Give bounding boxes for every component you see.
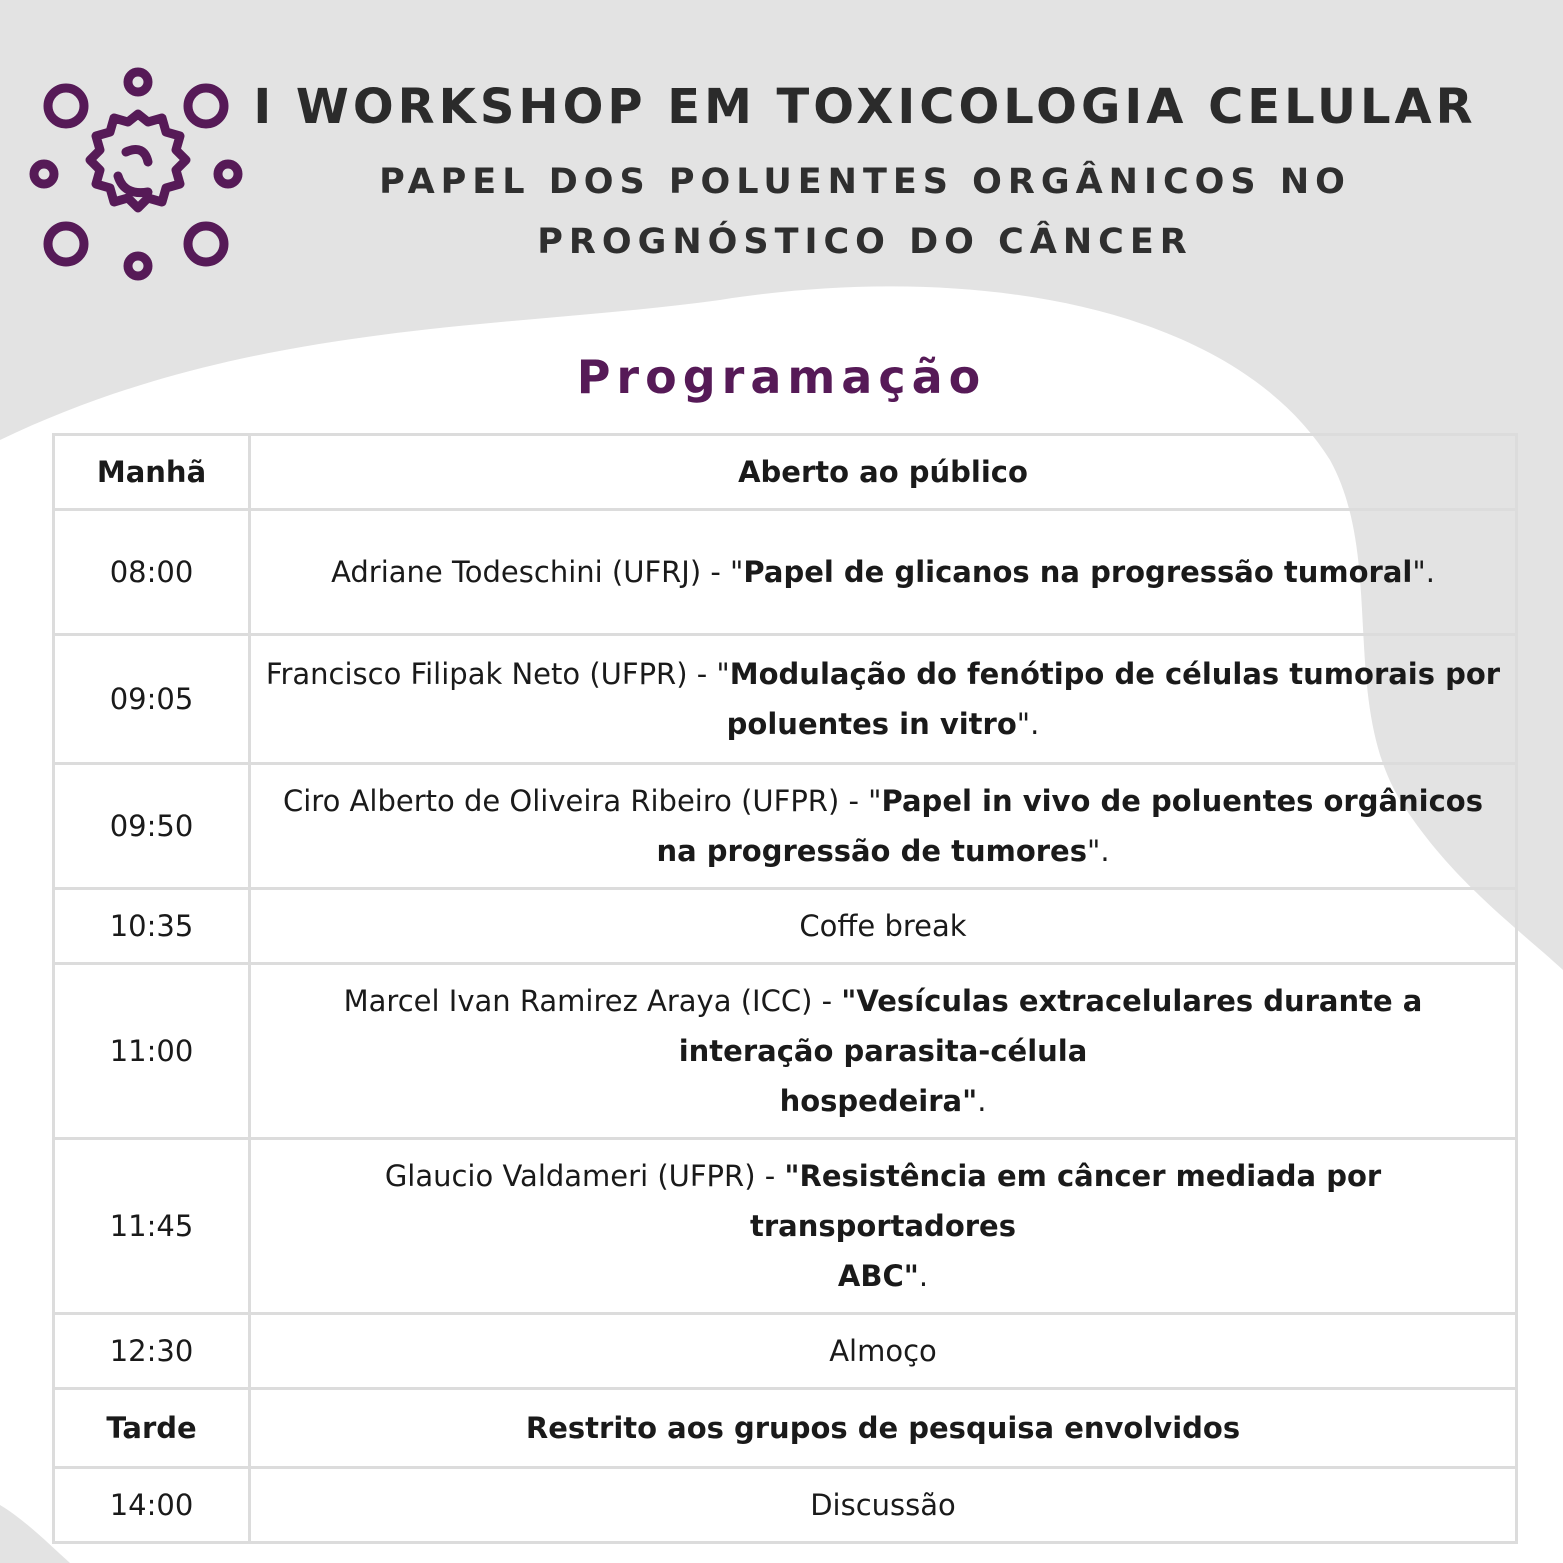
punctuation: . bbox=[977, 1084, 987, 1118]
event-cell: Almoço bbox=[250, 1314, 1517, 1389]
table-row bbox=[54, 1468, 1517, 1543]
time-cell: 08:00 bbox=[54, 510, 250, 635]
talk-title: Papel de glicanos na progressão tumoral bbox=[743, 555, 1413, 589]
virus-cell-icon bbox=[26, 64, 246, 284]
table-row bbox=[54, 1139, 1517, 1314]
talk-title: Papel in vivo de poluentes orgânicos na progressão de tumores bbox=[656, 784, 1483, 868]
table-row bbox=[54, 510, 1517, 635]
speaker: Ciro Alberto de Oliveira Ribeiro (UFPR) - " bbox=[283, 784, 882, 818]
talk-title: Modulação do fenótipo de células tumorais por poluentes in vitro bbox=[726, 657, 1501, 741]
speaker: Adriane Todeschini (UFRJ) - " bbox=[331, 555, 744, 589]
time-cell: 14:00 bbox=[54, 1468, 250, 1543]
section-title: Programação bbox=[576, 350, 987, 404]
talk-cell bbox=[250, 510, 1517, 635]
table-row-header-morning bbox=[54, 435, 1517, 510]
period-label: Tarde bbox=[54, 1389, 250, 1468]
talk-cell bbox=[250, 964, 1517, 1139]
table-row bbox=[54, 635, 1517, 764]
table-row bbox=[54, 764, 1517, 889]
talk-title-continued: ABC" bbox=[837, 1259, 919, 1293]
time-cell: 12:30 bbox=[54, 1314, 250, 1389]
period-note: Aberto ao público bbox=[250, 435, 1517, 510]
talk-cell bbox=[250, 635, 1517, 764]
time-cell: 11:00 bbox=[54, 964, 250, 1139]
time-cell: 09:05 bbox=[54, 635, 250, 764]
period-note: Restrito aos grupos de pesquisa envolvidos bbox=[250, 1389, 1517, 1468]
page-subtitle: PAPEL DOS POLUENTES ORGÂNICOS NO PROGNÓSTICO DO CÂNCER bbox=[379, 162, 1351, 262]
talk-cell bbox=[250, 1139, 1517, 1314]
punctuation: ". bbox=[1412, 555, 1435, 589]
talk-title: "Vesículas extracelulares durante a interação parasita-célula bbox=[678, 984, 1423, 1068]
schedule-table bbox=[52, 433, 1518, 1544]
punctuation: . bbox=[918, 1259, 929, 1293]
talk-cell bbox=[250, 764, 1517, 889]
page-title: I WORKSHOP EM TOXICOLOGIA CELULAR bbox=[253, 79, 1477, 135]
time-cell: 09:50 bbox=[54, 764, 250, 889]
header bbox=[250, 74, 1480, 272]
time-cell: 11:45 bbox=[54, 1139, 250, 1314]
speaker: Glaucio Valdameri (UFPR) - bbox=[384, 1159, 785, 1193]
table-row bbox=[54, 964, 1517, 1139]
talk-title-continued: hospedeira" bbox=[779, 1084, 978, 1118]
speaker: Marcel Ivan Ramirez Araya (ICC) - bbox=[343, 984, 842, 1018]
time-cell: 10:35 bbox=[54, 889, 250, 964]
talk-title: "Resistência em câncer mediada por transportadores bbox=[750, 1159, 1382, 1243]
table-row-header-afternoon bbox=[54, 1389, 1517, 1468]
table-row bbox=[54, 1314, 1517, 1389]
event-cell: Discussão bbox=[250, 1468, 1517, 1543]
period-label: Manhã bbox=[54, 435, 250, 510]
speaker: Francisco Filipak Neto (UFPR) - " bbox=[265, 657, 730, 691]
table-row bbox=[54, 889, 1517, 964]
punctuation: ". bbox=[1016, 707, 1040, 741]
event-cell: Coffe break bbox=[250, 889, 1517, 964]
punctuation: ". bbox=[1086, 834, 1110, 868]
